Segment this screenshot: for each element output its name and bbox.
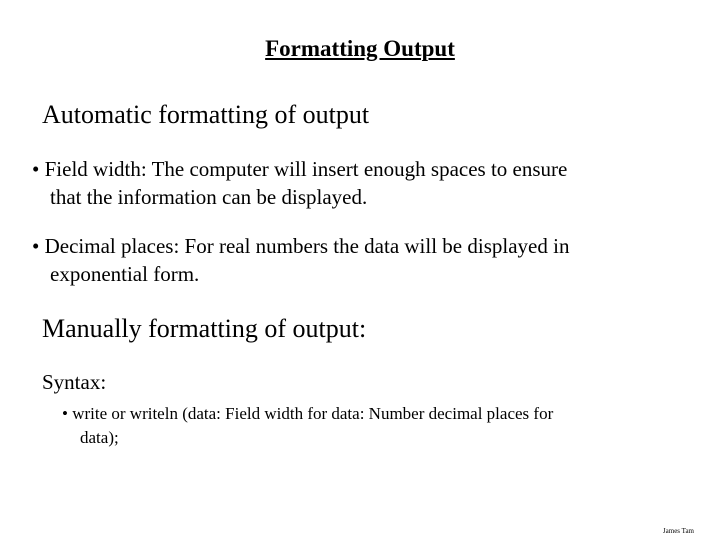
bullet-decimal-places (32, 232, 682, 288)
bullet-marker: • (32, 157, 40, 181)
syntax-label: Syntax: (42, 370, 107, 394)
bullet-text-line2: exponential form. (50, 262, 200, 286)
bullet-text-line1: Field width: The computer will insert enough spaces to ensure (44, 157, 568, 181)
bullet-text-line2: that the information can be displayed. (50, 185, 368, 209)
automatic-formatting-heading: Automatic formatting of output (42, 100, 370, 129)
slide-title: Formatting Output (265, 36, 455, 61)
author-footer: James Tam (662, 527, 694, 535)
syntax-bullet (62, 402, 662, 450)
bullet-text-line1: Decimal places: For real numbers the data will be displayed in (44, 234, 570, 258)
syntax-text-line2: data); (80, 428, 119, 447)
manual-formatting-heading: Manually formatting of output: (42, 314, 367, 343)
bullet-marker: • (62, 404, 68, 423)
bullet-field-width (32, 155, 682, 211)
syntax-text-line1: write or writeln (data: Field width for data: Number decimal places for (72, 404, 554, 423)
bullet-marker: • (32, 234, 40, 258)
